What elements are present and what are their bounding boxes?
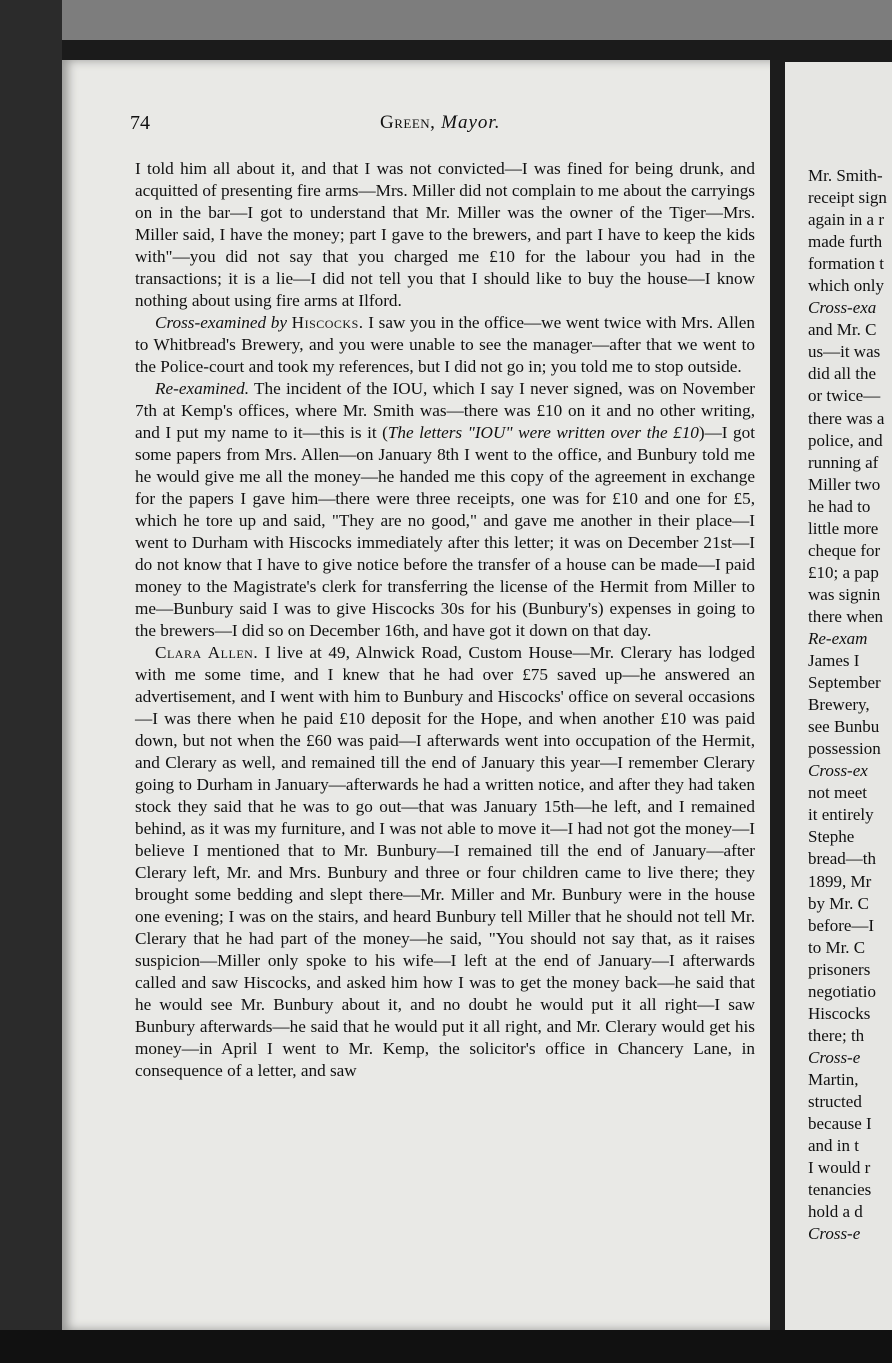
right-page-line: was signin (808, 584, 881, 604)
right-page-line: little more (808, 518, 879, 538)
running-head (380, 112, 500, 134)
re-examined-label: Re-examined. (155, 379, 250, 398)
paragraph-3-italic: The letters "IOU" were written over the £10 (387, 423, 699, 442)
right-page-line: negotiatio (808, 981, 876, 1001)
paragraph-3-text-b: )—I got some papers from Mrs. Allen—on January 8th I went to the office, and Bunbury told me he would give me all the money—he handed me this copy of the agreement in exchange for the papers I gave him—there were three receipts, one was for £10 and one for £5, which he tore up and said, "They are no good," and gave me another in their place—I went to Durham with Hiscocks immediately after this letter; it was on December 21st—I do not know that I have to give notice before the transfer of a house can be made—I paid money to the Magistrate's clerk for transferring the license of the Hermit from Miller to me—Bunbury said I was to give Hiscocks 30s for his (Bunbury's) expenses in going to the brewers—I did so on December 16th, and have got it down on that day. (135, 423, 755, 640)
right-page-line: by Mr. C (808, 893, 869, 913)
right-page-line: did all the (808, 364, 876, 384)
right-page-line: see Bunbu (808, 717, 880, 737)
paragraph-4-text: I live at 49, Alnwick Road, Custom House—Mr. Clerary has lodged with me some time, and I knew that he had over £75 saved up—he answered an advertisement, and I went with him to Bunbury and Hiscocks' office on several occasions—I was there when he paid £10 deposit for the Hope, and when another £10 was paid down, but not when the £60 was paid—I afterwards went into occupation of the Hermit, and Clerary as well, and remained till the end of January this year—I remember Clerary going to Durham in January—afterwards he had a written notice, and after they had taken stock they said that he was to go out—that was January 15th—he left, and I remained behind, as it was my furniture, and I was not able to move it—I had not got the money—I believe I mentioned that to Mr. Bunbury—I remained till the end of January—after Clerary left, Mr. and Mrs. Bunbury and three or four children came to live there; they brought some bedding and slept there—Mr. Miller and Mr. Bunbury were in the house one evening; I was on the stairs, and heard Bunbury tell Miller that he should not tell Mr. Clerary that he had part of the money—he said, "You should not say that, as it raises suspicion—Miller only spoke to his wife—I left at the end of January—I afterwards called and saw Hiscocks, and asked him how I was to get the money back—he said that he would see Mr. Bunbury about it, and no doubt he would put it all right—I saw Bunbury afterwards—he said that he would put it all right, and Mr. Clerary would get his money—in April I went to Mr. Kemp, the solicitor's office in Chancery Lane, in consequence of a letter, and saw (135, 643, 756, 1080)
right-page-line: which only (808, 276, 885, 296)
right-page-line: Brewery, (808, 695, 870, 715)
right-page-line: Miller two (808, 474, 881, 494)
right-page-line: cheque for (808, 540, 881, 560)
right-page-line: Re-exam (808, 628, 868, 648)
paragraph-4 (135, 642, 755, 1082)
right-page-line: and in t (808, 1136, 859, 1156)
right-page-line: hold a d (808, 1202, 863, 1222)
right-page-line: Martin, (808, 1069, 859, 1089)
right-page-line: possession (808, 739, 881, 759)
right-page-line: because I (808, 1114, 872, 1134)
paragraph-2 (135, 312, 755, 378)
running-head-title: Mayor. (441, 112, 501, 133)
right-page-line: us—it was (808, 342, 881, 362)
paragraph-2-text: I saw you in the office—we went twice with Mrs. Allen to Whitbread's Brewery, and you were unable to see the manager—after that we went to the Police-court and took my references, but I did not go in; you told me to stop outside. (135, 313, 756, 376)
left-scan-edge (0, 0, 62, 1363)
right-page-line: September (808, 673, 881, 693)
right-page-line: it entirely (808, 805, 874, 825)
right-page-line: Cross-exa (808, 298, 877, 318)
right-page-line: Hiscocks (808, 1003, 871, 1023)
right-page-line: I would r (808, 1158, 871, 1178)
right-page-line: Mr. Smith- (808, 166, 883, 185)
running-head-name: Green, (380, 112, 436, 133)
right-page-line: to Mr. C (808, 937, 866, 957)
right-page-line: Stephe (808, 827, 855, 847)
right-page-line: before—I (808, 915, 875, 935)
right-page-line: or twice— (808, 386, 881, 406)
right-page-line: James I (808, 651, 860, 671)
right-page-line: police, and (808, 430, 883, 450)
right-page-line: formation t (808, 254, 885, 274)
right-page-line: tenancies (808, 1180, 872, 1200)
right-page-line: bread—th (808, 849, 876, 869)
right-page-line: made furth (808, 232, 883, 252)
right-page-line: he had to (808, 496, 871, 516)
witness-name: Clara Allen. (155, 643, 259, 662)
top-scan-edge (0, 0, 892, 40)
right-page-text-fragments (808, 165, 892, 1245)
page-number: 74 (130, 112, 150, 134)
right-page-line: £10; a pap (808, 562, 879, 582)
right-page-line: structed (808, 1091, 862, 1111)
right-page-line: Cross-ex (808, 761, 868, 781)
right-page-line: Cross-e (808, 1224, 861, 1244)
right-page-line: receipt sign (808, 188, 887, 208)
right-page-line: running af (808, 452, 879, 472)
right-page-line: again in a r (808, 210, 884, 230)
right-page-line: there when (808, 606, 884, 626)
right-page-line: not meet (808, 783, 868, 803)
right-page-line: and Mr. C (808, 320, 877, 340)
bottom-scan-edge (0, 1330, 892, 1363)
right-page-line: there; th (808, 1025, 865, 1045)
right-page-line: there was a (808, 408, 885, 428)
paragraph-3-text-a: The incident of the IOU, which I say I never signed, was on November 7th at Kemp's offices, where Mr. Smith was—there was £10 on it and no other writing, and I put my name to it—this is it ( (135, 379, 755, 442)
examiner-name: Hiscocks. (291, 313, 364, 332)
page-header (130, 112, 750, 142)
page-body (135, 158, 755, 1082)
paragraph-3 (135, 378, 755, 642)
right-page-line: 1899, Mr (808, 871, 872, 891)
right-page-line: Cross-e (808, 1047, 861, 1067)
cross-examined-label: Cross-examined by (155, 313, 287, 332)
right-page-line: prisoners (808, 959, 871, 979)
paragraph-1: I told him all about it, and that I was not convicted—I was fined for being drunk, and acquitted of presenting fire arms—Mrs. Miller did not complain to me about the carryings on in the bar—I got to understand that Mr. Miller was the owner of the Tiger—Mrs. Miller said, I have the money; part I gave to the brewers, and part I have to keep the kids with"—you did not say that you charged me £10 for the labour you had in the transactions; it is a lie—I did not tell you that I should like to buy the house—I know nothing about using fire arms at Ilford. (135, 159, 755, 310)
